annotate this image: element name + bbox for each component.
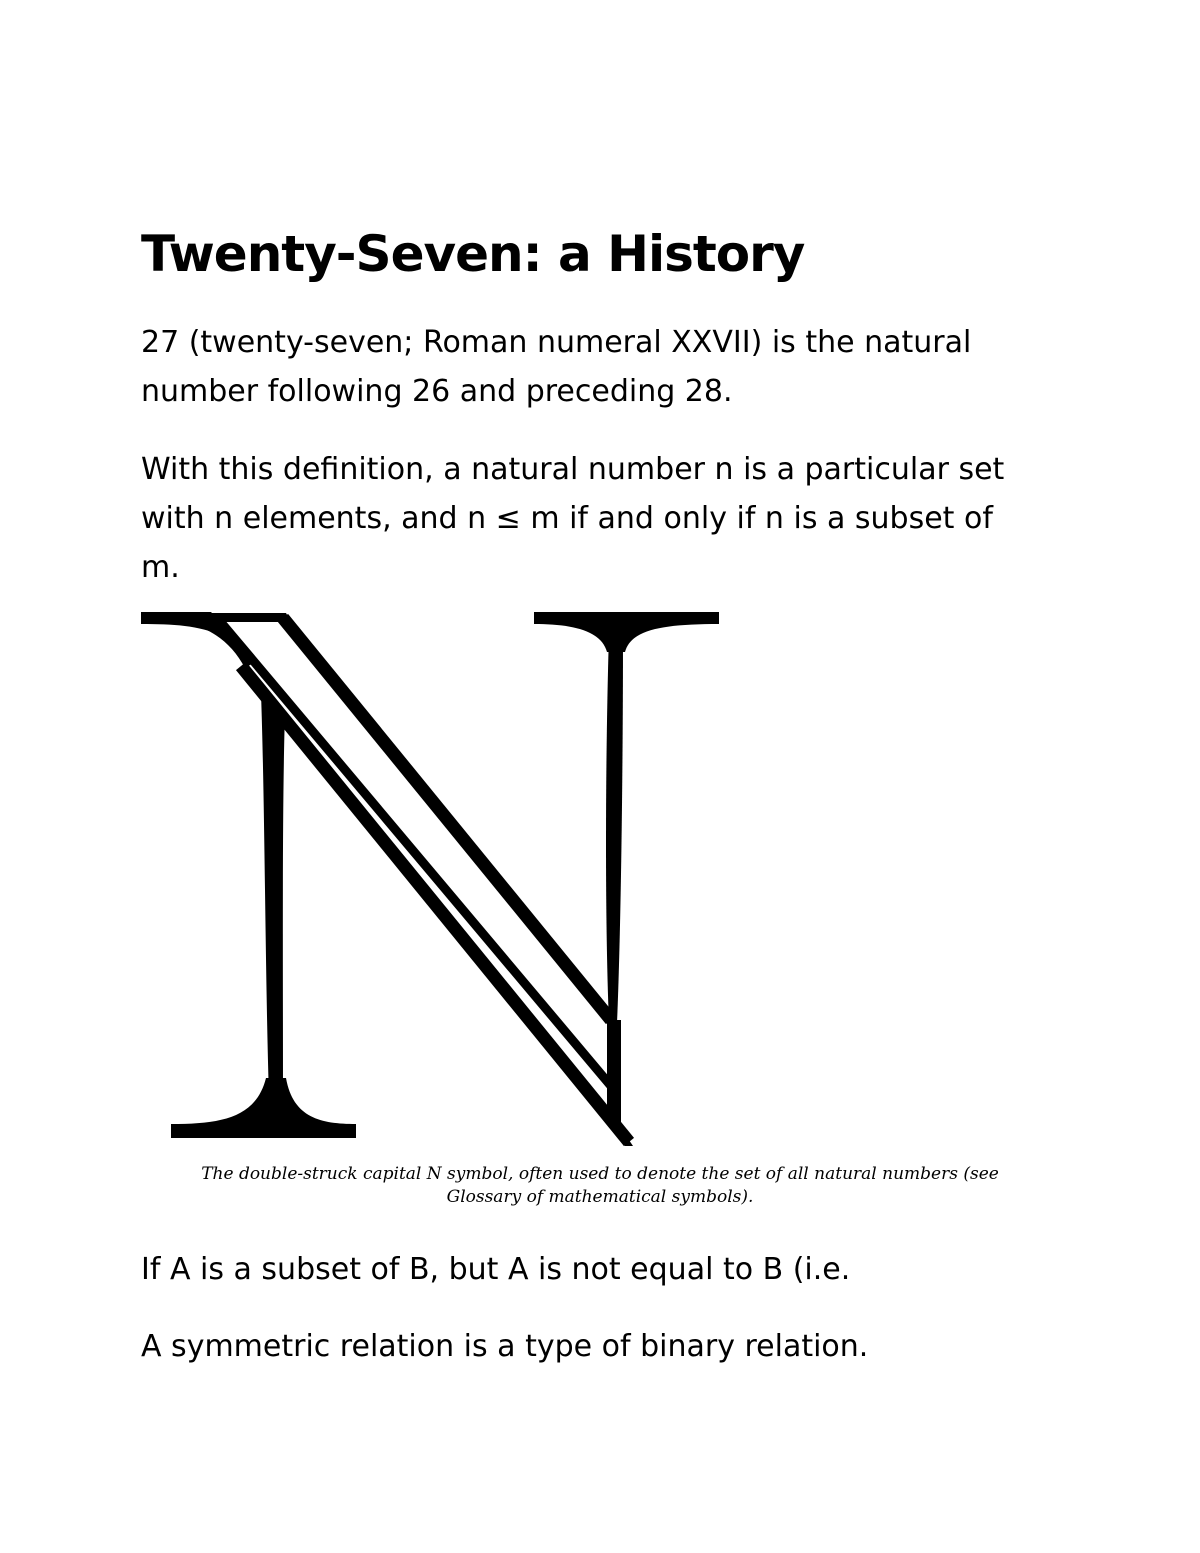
n-right-stem	[606, 633, 623, 1023]
double-struck-capital-n-icon	[141, 608, 721, 1148]
intro-paragraph	[141, 318, 1101, 416]
definition-line-2: with n elements, and n ≤ m if and only if n is a subset of	[141, 501, 993, 536]
n-right-stem-lower	[607, 1020, 633, 1146]
caption-line-1: The double-struck capital N symbol, often used to denote the set of all natural numbers (see	[201, 1164, 999, 1184]
figure-caption	[100, 1163, 1100, 1209]
definition-line-1: With this definition, a natural number n is a particular set	[141, 452, 1005, 487]
n-diagonal-upper-stroke	[283, 618, 611, 1020]
n-diagonal-top-cap	[203, 613, 291, 622]
page-title: Twenty-Seven: a History	[141, 225, 805, 283]
symmetric-relation-paragraph: A symmetric relation is a type of binary relation.	[141, 1329, 869, 1364]
double-struck-n-figure	[141, 608, 721, 1148]
n-left-stem	[261, 693, 285, 1098]
n-bottom-left-serif	[171, 1078, 356, 1138]
n-top-right-serif	[534, 612, 719, 652]
intro-line-1: 27 (twenty-seven; Roman numeral XXVII) is the natural	[141, 325, 972, 360]
intro-line-2: number following 26 and preceding 28.	[141, 374, 733, 409]
n-diagonal-lower-stroke	[241, 666, 629, 1142]
caption-line-2: Glossary of mathematical symbols).	[446, 1187, 754, 1207]
definition-line-3: m.	[141, 550, 180, 585]
definition-paragraph	[141, 445, 1101, 592]
subset-paragraph: If A is a subset of B, but A is not equal to B (i.e.	[141, 1252, 851, 1287]
